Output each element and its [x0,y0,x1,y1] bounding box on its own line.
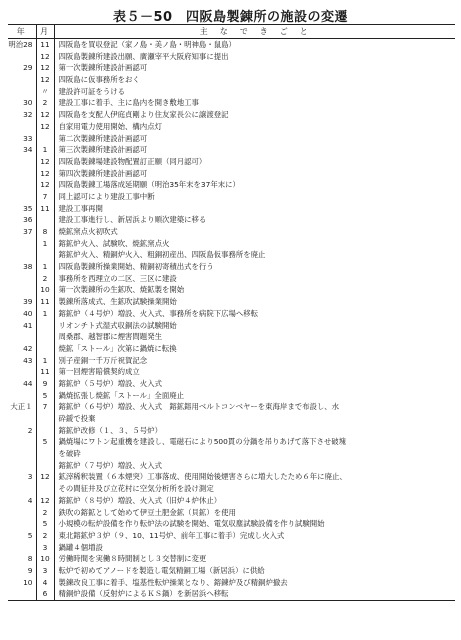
event-cell: 鎔鉱炉火入、試験吹、焼鉱窯点火 [58,238,170,248]
event-cell: 焼鉱「ストール」次第に鍋焼に転換 [58,343,177,353]
table-row [8,331,455,343]
year-cell: 5 [8,530,36,542]
month-header: 月 [36,25,54,39]
month-cell: 12 [36,109,54,121]
event-cell: 鎔鉱炉（７号炉）増設、火入式 [58,460,162,470]
month-cell: 10 [36,553,54,565]
table-row [8,518,455,530]
table-row [8,238,455,250]
year-cell [8,507,36,519]
year-cell [8,460,36,472]
table-body [8,39,455,601]
month-cell [36,331,54,343]
table-row [8,378,455,390]
table-title: 表５－50 四阪島製錬所の施設の変遷 [112,10,349,25]
event-cell: 第一次製錬所建設計画認可 [58,63,148,73]
month-cell: 4 [36,577,54,589]
month-cell [36,249,54,261]
table-row [8,565,455,577]
month-cell: 12 [36,51,54,63]
year-cell [8,413,36,425]
event-cell: 砕鍰で投棄 [58,414,96,423]
event-cell: を破砕 [58,449,81,459]
year-cell [8,436,36,448]
year-cell [8,448,36,460]
month-cell [36,483,54,495]
month-cell: 12 [36,156,54,168]
month-cell: 11 [36,39,54,51]
event-cell: 第一回煙害賠償契約成立 [58,367,140,377]
event-cell: 周桑郡、越智郡に煙害問題発生 [58,332,162,342]
year-cell [8,179,36,191]
year-cell: 38 [8,261,36,273]
month-cell: 11 [36,203,54,215]
table-row [8,401,455,413]
table-row [8,460,455,472]
month-cell [36,214,54,226]
event-cell: 第四次製錬所建設計画認可 [58,168,148,178]
event-cell: その間征井及び立花村に空気分析所を設け測定 [58,484,214,494]
table-row [8,343,455,355]
year-cell [8,86,36,98]
event-cell: 東北鎔鉱炉３炉（９、10、11号炉、前年工事に着手）完成し火入式 [58,530,285,540]
year-header: 年 [8,25,36,39]
event-cell: 建設工事に着手、主に島内を開き敷地工事 [58,98,199,108]
year-cell: 44 [8,378,36,390]
year-cell: 39 [8,296,36,308]
table-row [8,86,455,98]
month-cell: 2 [36,97,54,109]
month-cell: 1 [36,261,54,273]
table-row [8,109,455,121]
event-cell: 鉱滓稀釈装置（６本煙突）工事落成、使用開始後煙害さらに増大したため６年に廃止、 [58,472,347,482]
event-cell: 製錬所落成式、生鉱吹試験操業開始 [58,297,177,307]
table-row [8,542,455,554]
month-cell: 12 [36,179,54,191]
table-row [8,133,455,145]
event-cell: 四阪島に仮事務所をおく [58,75,140,85]
event-cell: 鍋罐４個増設 [58,542,103,552]
event-cell: 鎔鉱炉（４号炉）増設、火入式、事務所を病院下広場へ移転 [58,308,259,318]
table-row [8,577,455,589]
month-cell: 〃 [36,86,54,98]
year-cell: 40 [8,308,36,320]
event-cell: 第三次製錬所建設計画認可 [58,145,148,155]
month-cell: 8 [36,226,54,238]
year-cell: 8 [8,553,36,565]
table-row [8,425,455,437]
event-cell: 鎔鉱炉（８号炉）増設、火入式（旧炉４炉休止） [58,495,222,505]
year-cell [8,483,36,495]
year-cell: 9 [8,565,36,577]
month-cell: 12 [36,471,54,483]
table-row [8,156,455,168]
table-row [8,436,455,448]
month-cell: 12 [36,168,54,180]
month-cell [36,320,54,332]
year-cell: 41 [8,320,36,332]
year-cell [8,121,36,133]
event-cell: 同上認可により建設工事中断 [58,191,155,201]
month-cell: 11 [36,366,54,378]
year-cell: 29 [8,62,36,74]
table-row [8,121,455,133]
table-row [8,74,455,86]
month-cell: 5 [36,518,54,530]
year-cell [8,284,36,296]
table-row [8,273,455,285]
table-row [8,62,455,74]
event-cell: 四阪島を支配人伊庭貞剛より住友家長公に譲渡登記 [58,110,229,120]
month-cell [36,460,54,472]
table-row [8,308,455,320]
month-cell: 7 [36,401,54,413]
year-cell: 32 [8,109,36,121]
month-cell: 12 [36,74,54,86]
year-cell [8,390,36,402]
table-row [8,179,455,191]
table-row [8,413,455,425]
year-cell [8,249,36,261]
year-cell [8,273,36,285]
month-cell: 12 [36,62,54,74]
year-cell: 2 [8,425,36,437]
month-cell: 1 [36,308,54,320]
table-row [8,366,455,378]
year-cell [8,168,36,180]
year-cell [8,366,36,378]
year-cell [8,191,36,203]
event-cell: 鎔鉱炉（６号炉）増設、火入式 鎔鉱鎔用ベルトコンベヤーを東海岸まで布設し、水 [58,402,340,412]
month-cell: 2 [36,507,54,519]
month-cell: 10 [36,284,54,296]
table-row [8,144,455,156]
table-row [8,588,455,600]
year-cell [8,331,36,343]
year-cell: 36 [8,214,36,226]
event-cell: 鎔鉱炉改修（１、３、５号炉） [58,425,162,435]
month-cell: 3 [36,565,54,577]
event-cell: 鉄吹の鎔鉱として始めて伊豆土肥金鉱（貝鉱）を使用 [58,507,236,517]
event-cell: リオンチト式湿式収銅法の試験開始 [58,320,177,330]
year-cell: 35 [8,203,36,215]
year-cell [8,542,36,554]
year-cell: 34 [8,144,36,156]
table-row [8,530,455,542]
month-cell: 2 [36,530,54,542]
table-row [8,249,455,261]
event-cell: 精銅炉設備（反射炉によるＫＳ鍋）を新居浜へ移転 [54,588,455,600]
month-cell [36,448,54,460]
month-cell: 5 [36,436,54,448]
year-cell [8,156,36,168]
table-row [8,168,455,180]
event-cell: 鍋焼拡張し焼鉱「ストール」全面廃止 [58,390,184,400]
year-cell: 30 [8,97,36,109]
event-cell: 第一次製錬所の生鉱吹、焼鉱製を開始 [58,285,185,295]
table-row [8,39,455,51]
event-cell: 四阪島製錬工場落成延期願（明治35年末を37年末に） [58,180,240,190]
month-cell: 1 [36,238,54,250]
event-cell: 建設工事進行し、新居浜より順次建築に移る [58,215,207,225]
event-cell: 転炉で初めてアノードを製造し電気精銅工場（新居浜）に供給 [58,565,265,575]
table-row [8,507,455,519]
year-cell: 4 [8,495,36,507]
table-row [8,495,455,507]
table-row [8,191,455,203]
year-cell: 10 [8,577,36,589]
table-row [8,214,455,226]
event-cell: 建設工事再開 [58,203,103,213]
table-row [8,553,455,565]
month-cell: 2 [36,273,54,285]
month-cell [36,413,54,425]
event-cell: 四阪島を買収登記（家ノ島・美ノ島・明神島・鼠島） [58,40,236,49]
month-cell: 6 [36,588,54,600]
event-cell: 労働時間を実働８時間制とし３交替制に変更 [58,554,207,564]
year-cell: 大正１ [8,401,36,413]
table-row [8,261,455,273]
month-cell: 1 [36,144,54,156]
year-cell [8,588,36,600]
year-cell [8,518,36,530]
month-cell: 1 [36,355,54,367]
year-cell: 33 [8,133,36,145]
table-header-row [8,25,455,39]
year-cell: 明治28 [8,39,36,51]
year-cell [8,74,36,86]
event-cell: 建設許可証をうける [58,86,126,96]
year-cell: 43 [8,355,36,367]
month-cell: 5 [36,390,54,402]
month-cell [36,343,54,355]
month-cell: 12 [36,121,54,133]
table-row [8,355,455,367]
table-row [8,483,455,495]
event-cell: 鍋焼場にワトン起重機を建設し、電磁石により500貫の分鍋を吊りあげて落下させ破塊 [58,437,347,447]
event-cell: 第二次製錬所建設計画認可 [58,133,148,143]
table-row [8,97,455,109]
event-cell: 四阪島製錬所建設出願、廣瀬宰平大阪府知事に提出 [58,51,229,61]
event-cell: 別子産銅一千万斤祝賀記念 [58,355,148,365]
table-row [8,51,455,63]
table-row [8,448,455,460]
event-cell: 事務所を西理立の二区、三区に建設 [58,273,177,283]
year-cell: 37 [8,226,36,238]
table-row [8,390,455,402]
table-row [8,471,455,483]
month-cell: 3 [36,542,54,554]
event-cell: 鎔鉱炉火入、精銅炉火入、粗銅初産出、四阪島仮事務所を廃止 [58,250,266,260]
table-row [8,203,455,215]
event-cell: 焼鉱窯点火初吹式 [58,227,118,236]
month-cell: 7 [36,191,54,203]
table-row [8,226,455,238]
table-row [8,296,455,308]
event-cell: 自家用電力使用開始、構内点灯 [58,121,162,131]
month-cell: 11 [36,296,54,308]
year-cell [8,51,36,63]
event-cell: 四阪島製錬所操業開始、精銅初寄積出式を行う [58,262,214,272]
event-cell: 鎔鉱炉（５号炉）増設、火入式 [58,378,162,388]
table-row [8,320,455,332]
history-table [8,24,455,601]
month-cell [36,133,54,145]
event-cell: 四阪島製錬場建設物配置訂正願（同月認可） [58,156,207,166]
events-header: 主 な で き ご と [54,25,455,39]
month-cell: 9 [36,378,54,390]
year-cell: 42 [8,343,36,355]
year-cell [8,238,36,250]
year-cell: 3 [8,471,36,483]
event-cell: 小規模の転炉設備を作り転炉法の試験を開始、電気収塵試験設備を作り試験開始 [58,519,325,529]
month-cell: 12 [36,495,54,507]
table-row [8,284,455,296]
month-cell [36,425,54,437]
event-cell: 製鍊改良工事に着手、塩基性転炉操業となり、鎔鍊炉及び精銅炉撤去 [58,577,288,587]
